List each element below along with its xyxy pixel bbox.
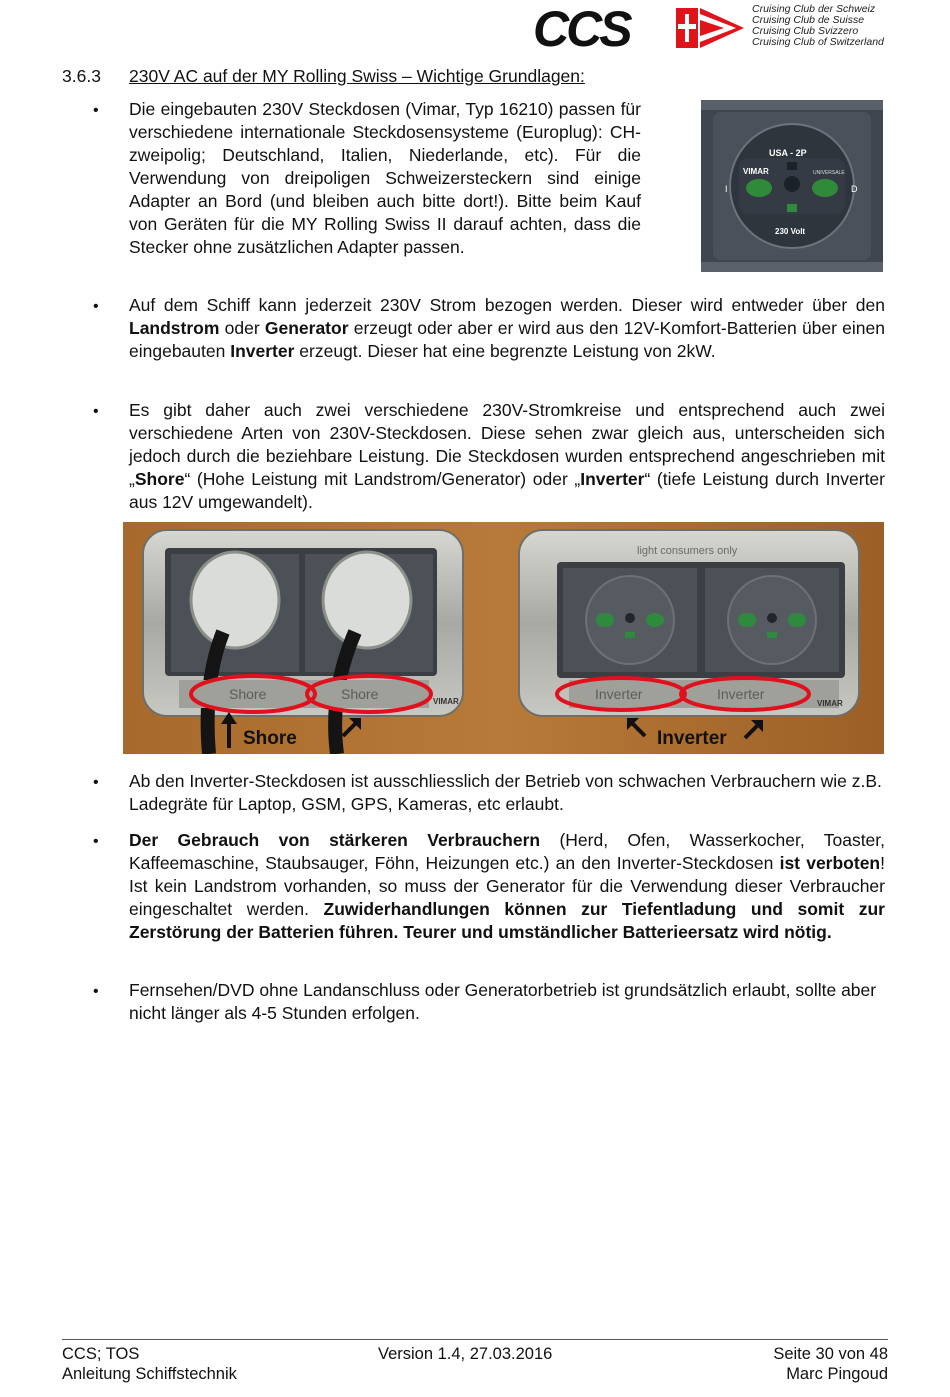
socket-label-vimar: VIMAR (743, 167, 769, 176)
panel-caption-inverter: Inverter (657, 728, 727, 749)
bullet-1-marker: • (93, 102, 99, 119)
bullet-2-marker: • (93, 298, 99, 315)
club-name-fr: Cruising Club de Suisse (752, 14, 865, 26)
emph-gebrauch: Der Gebrauch von stärkeren Verbrauchern (129, 830, 541, 850)
emph-landstrom: Landstrom (129, 318, 220, 338)
emph-generator: Generator (264, 318, 349, 338)
panel-brand-left: VIMAR (433, 697, 459, 706)
section-number: 3.6.3 (62, 66, 101, 86)
section-title: 230V AC auf der MY Rolling Swiss – Wichtige Grundlagen: (129, 66, 585, 86)
emph-inverter: Inverter (230, 341, 295, 361)
emph-inverter-2: Inverter (580, 469, 645, 489)
footer-center: Version 1.4, 27.03.2016 (378, 1345, 553, 1363)
panel-brand-right: VIMAR (817, 699, 843, 708)
emph-shore: Shore (134, 469, 185, 489)
footer-right-1: Seite 30 von 48 (773, 1345, 888, 1363)
bullet-3-marker: • (93, 403, 99, 420)
bullet-4-text: Ab den Inverter-Steckdosen ist ausschliesslich der Betrieb von schwachen Verbrauchern wie z.B. Ladegräte für Laptop, GSM, GPS, Kameras, etc erlaubt. (129, 771, 882, 814)
panel-label-shore-1: Shore (229, 686, 267, 702)
panel-label-inverter-1: Inverter (595, 686, 643, 702)
footer-left-2: Anleitung Schiffstechnik (62, 1365, 237, 1383)
bullet-3-text: Es gibt daher auch zwei verschiedene 230V-Stromkreise und entsprechend auch zwei verschiedene Arten von 230V-Steckdosen. Diese sehen zwar gleich aus, unterscheiden sich jedoch durch die beziehbare Leistung. Die Steckdosen wurden entsprechend angeschrieben mit „Shore“ (Hohe Leistung mit Landstrom/Generator) oder „Inverter“ (tiefe Leistung durch Inverter aus 12V umgewandelt). (129, 400, 885, 512)
socket-label-universale: UNIVERSALE (813, 170, 845, 176)
panel-caption-shore: Shore (243, 728, 297, 749)
club-names (752, 4, 884, 48)
panel-label-shore-2: Shore (341, 686, 379, 702)
outlet-panel-photo (123, 522, 884, 754)
emph-verboten: ist verboten (779, 853, 881, 873)
bullet-6-text: Fernsehen/DVD ohne Landanschluss oder Generatorbetrieb ist grundsätzlich erlaubt, sollte aber nicht länger als 4-5 Stunden erfolgen. (129, 980, 877, 1023)
socket-label-d: D (851, 184, 858, 194)
ccs-flag-icon (676, 8, 744, 48)
socket-photo (701, 100, 883, 272)
club-name-en: Cruising Club of Switzerland (752, 36, 884, 48)
bullet-1-text: Die eingebauten 230V Steckdosen (Vimar, Typ 16210) passen für verschiedene internationale Steckdosensysteme (Europlug): CH-zweipolig; Deutschland, Italien, Niederlande, etc). Für die Verwendung von dreipoligen Schweizersteckern sind einige Adapter an Bord (und bleiben auch bitte dort!). Bitte beim Kauf von Geräten für die MY Rolling Swiss II darauf achten, dass die Stecker ohne zusätzlichen Adapter passen. (129, 99, 641, 257)
socket-label-i: I (725, 184, 728, 194)
panel-label-inverter-2: Inverter (717, 686, 765, 702)
club-name-de: Cruising Club der Schweiz (752, 3, 876, 15)
bullet-2-text: Auf dem Schiff kann jederzeit 230V Strom bezogen werden. Dieser wird entweder über den Landstrom oder Generator erzeugt oder aber er wird aus den 12V-Komfort-Batterien über einen eingebauten Inverter erzeugt. Dieser hat eine begrenzte Leistung von 2kW. (129, 295, 885, 361)
footer-right-2: Marc Pingoud (786, 1365, 888, 1383)
socket-label-volt: 230 Volt (775, 227, 806, 236)
club-name-it: Cruising Club Svizzero (752, 25, 859, 37)
bullet-5-text: Der Gebrauch von stärkeren Verbrauchern (Herd, Ofen, Wasserkocher, Toaster, Kaffeemaschine, Staubsauger, Föhn, Heizungen etc.) an den Inverter-Steckdosen ist verboten! Ist kein Landstrom vorhanden, so muss der Generator für die Verwendung dieser Verbraucher eingeschaltet werden. Zuwiderhandlungen können zur Tiefentladung und somit zur Zerstörung der Batterien führen. Teurer und umständlicher Batterieersatz wird nötig. (129, 830, 886, 942)
ccs-logo: CCS (533, 1, 630, 57)
emph-warning: Zuwiderhandlungen können zur Tiefentladung und somit zur Zerstörung der Batterien führen. Teurer und umständlicher Batterieersatz wird nötig. (129, 899, 885, 942)
footer-left-1: CCS; TOS (62, 1345, 140, 1363)
bullet-5-marker: • (93, 833, 99, 850)
bullet-4-marker: • (93, 774, 99, 791)
panel-plate-text: light consumers only (637, 545, 738, 557)
bullet-6-marker: • (93, 983, 99, 1000)
footer-divider (62, 1339, 888, 1340)
socket-label-usa: USA - 2P (769, 148, 807, 158)
